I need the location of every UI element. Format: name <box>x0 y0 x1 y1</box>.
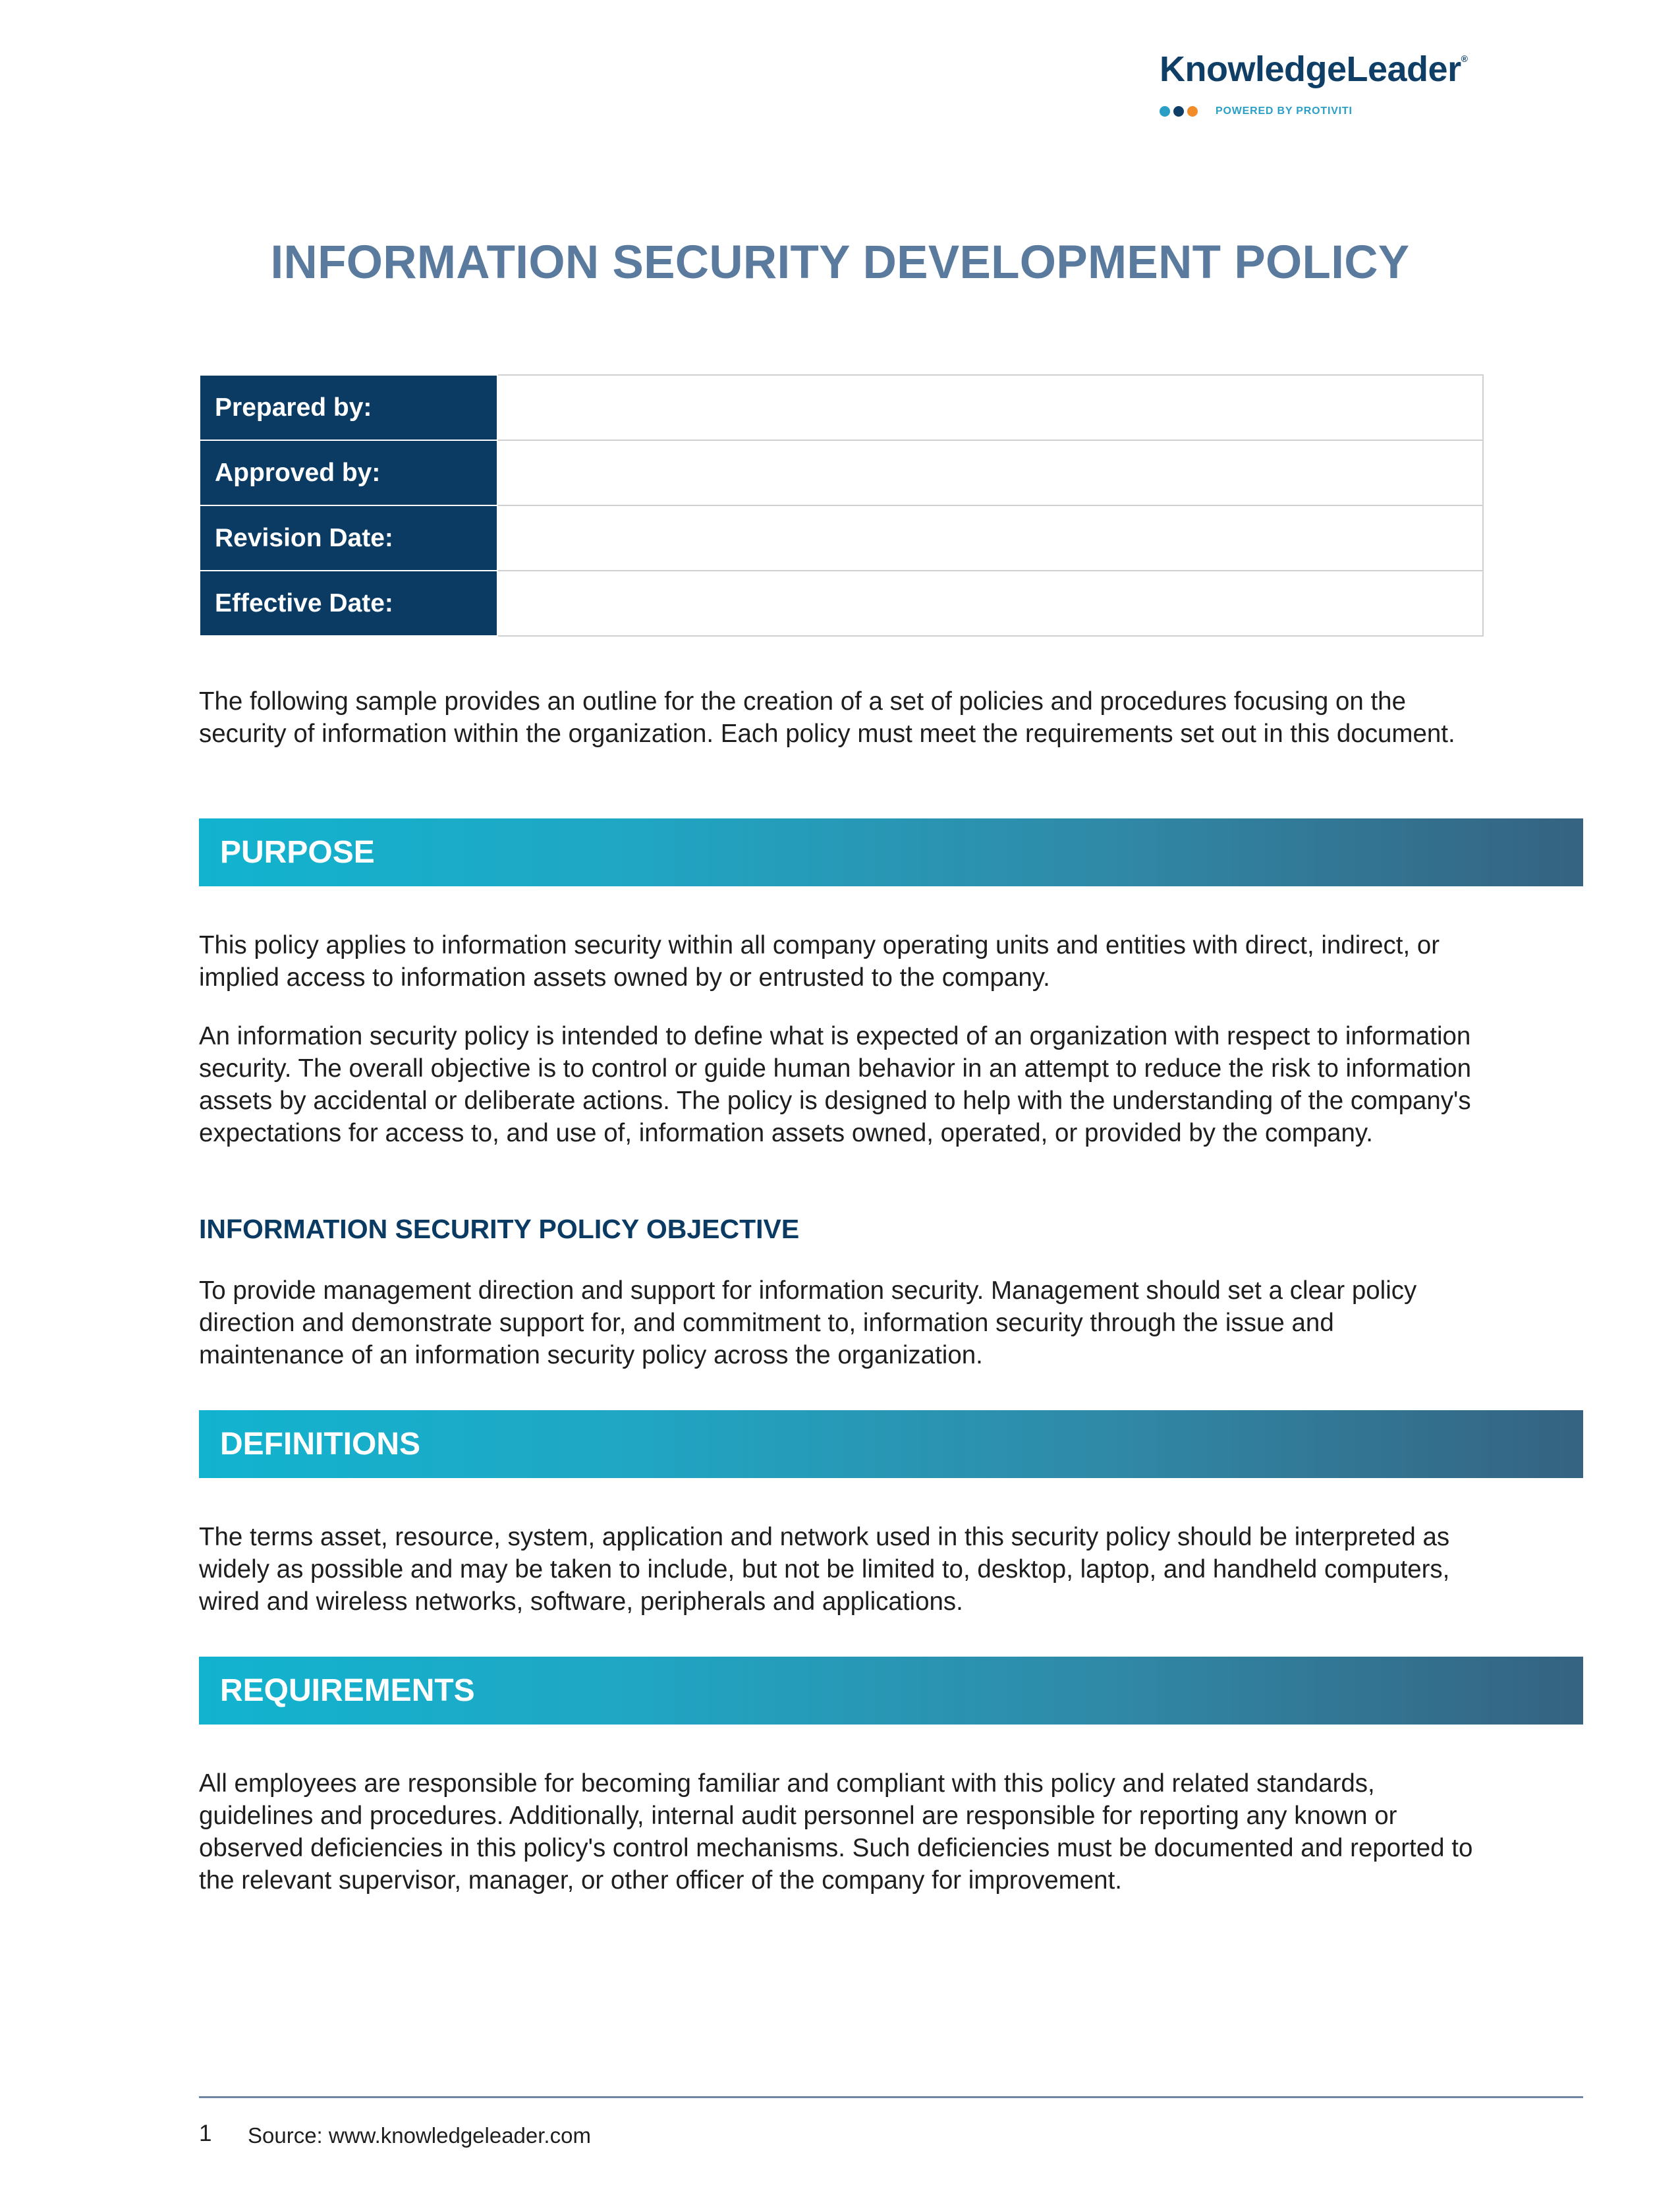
footer-divider <box>199 2096 1583 2098</box>
revision-date-value[interactable] <box>497 505 1483 571</box>
logo-subline <box>1160 105 1353 117</box>
table-row <box>200 505 1483 571</box>
document-info-table <box>199 374 1484 637</box>
approved-by-value[interactable] <box>497 440 1483 505</box>
objective-paragraph: To provide management direction and support for information security. Management should set a clear policy direction and demonstrate support for, and commitment to, information security through the issue and maintenance of an information security policy across the organization. <box>199 1276 1417 1369</box>
intro-paragraph: The following sample provides an outline for the creation of a set of policies and procedures focusing on the security of information within the organization. Each policy must meet the requirements set out in this document. <box>199 687 1455 748</box>
table-row <box>200 375 1483 440</box>
knowledgeleader-logo <box>1160 51 1489 130</box>
prepared-by-label: Prepared by: <box>200 375 497 440</box>
section-heading-purpose: PURPOSE <box>199 818 1583 886</box>
page-number: 1 <box>199 2121 212 2146</box>
logo-dot-icon <box>1173 106 1184 117</box>
section-heading-definitions: DEFINITIONS <box>199 1410 1583 1478</box>
approved-by-label: Approved by: <box>200 440 497 505</box>
table-row <box>200 440 1483 505</box>
revision-date-label: Revision Date: <box>200 505 497 571</box>
prepared-by-value[interactable] <box>497 375 1483 440</box>
registered-mark: ® <box>1461 53 1468 64</box>
effective-date-label: Effective Date: <box>200 571 497 636</box>
logo-name: KnowledgeLeader <box>1160 49 1461 89</box>
purpose-paragraph: This policy applies to information security within all company operating units and entities with direct, indirect, or implied access to information assets owned by or entrusted to the company. <box>199 931 1440 992</box>
effective-date-value[interactable] <box>497 571 1483 636</box>
section-heading-requirements: REQUIREMENTS <box>199 1657 1583 1725</box>
logo-tagline: POWERED BY PROTIVITI <box>1216 105 1353 117</box>
footer-source: Source: www.knowledgeleader.com <box>248 2123 591 2148</box>
definitions-paragraph: The terms asset, resource, system, application and network used in this security policy should be interpreted as widely as possible and may be taken to include, but not be limited to, desktop, laptop, and handheld computers, wired and wireless networks, software, peripherals and applications. <box>199 1523 1450 1616</box>
purpose-paragraph: An information security policy is intended to define what is expected of an organization with respect to information security. The overall objective is to control or guide human behavior in an attempt to reduce the risk to information assets by accidental or deliberate actions. The policy is designed to help with the understanding of the company's expectations for access to, and use of, information assets owned, operated, or provided by the company. <box>199 1022 1471 1147</box>
objective-subheading: INFORMATION SECURITY POLICY OBJECTIVE <box>199 1214 800 1244</box>
document-title: INFORMATION SECURITY DEVELOPMENT POLICY <box>270 237 1410 289</box>
logo-dot-icon <box>1187 106 1198 117</box>
requirements-paragraph: All employees are responsible for becoming familiar and compliant with this policy and related standards, guidelines and procedures. Additionally, internal audit personnel are responsible for reporting any known or observed deficiencies in this policy's control mechanisms. Such deficiencies must be documented and reported to the relevant supervisor, manager, or other officer of the company for improvement. <box>199 1769 1473 1895</box>
logo-dot-icon <box>1160 106 1170 117</box>
table-row <box>200 571 1483 636</box>
